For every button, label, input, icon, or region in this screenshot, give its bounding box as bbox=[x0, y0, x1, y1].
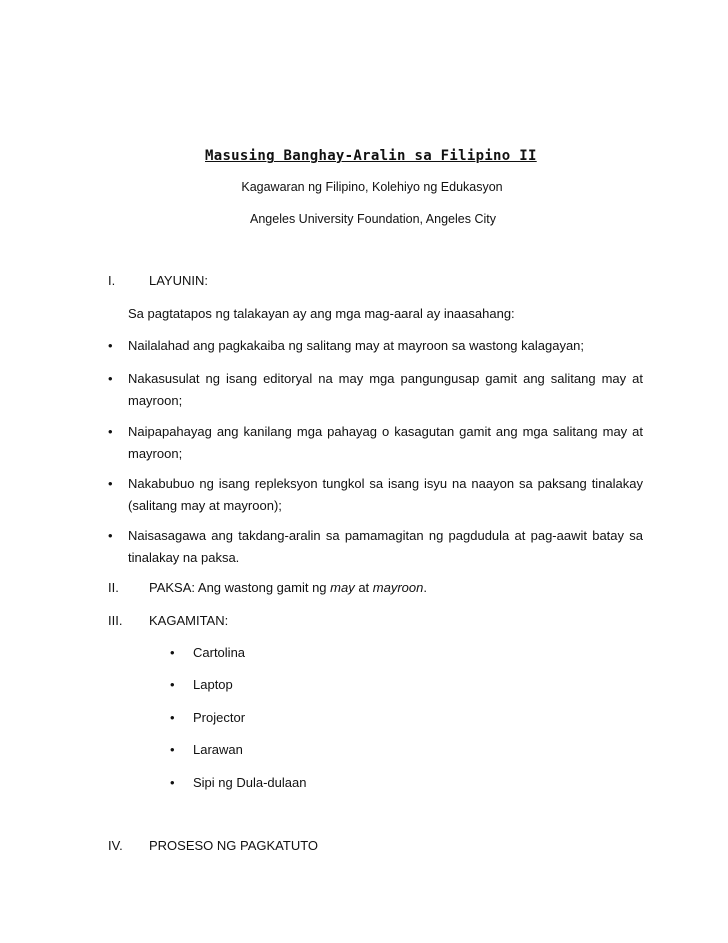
bullet-icon: • bbox=[108, 528, 113, 543]
bullet-icon: • bbox=[170, 645, 175, 660]
section-3-number: III. bbox=[108, 613, 123, 628]
objectives-intro: Sa pagtatapos ng talakayan ay ang mga mag-aaral ay inaasahang: bbox=[128, 306, 515, 321]
section-4-heading: PROSESO NG PAGKATUTO bbox=[149, 838, 319, 853]
bullet-icon: • bbox=[170, 710, 175, 725]
bullet-icon: • bbox=[108, 338, 113, 353]
topic-word-mayroon: mayroon bbox=[372, 580, 424, 595]
objective-3: Naipapahayag ang kanilang mga pahayag o kasagutan gamit ang mga salitang may at mayroon; bbox=[128, 424, 643, 461]
section-2-topic bbox=[149, 580, 427, 595]
objective-2: Nakasusulat ng isang editoryal na may mga pangungusap gamit ang salitang may at mayroon; bbox=[128, 371, 643, 408]
bullet-icon: • bbox=[108, 476, 113, 491]
objective-1: Nailalahad ang pagkakaiba ng salitang may at mayroon sa wastong kalagayan; bbox=[128, 338, 585, 353]
section-3-heading: KAGAMITAN: bbox=[149, 613, 229, 628]
bullet-icon: • bbox=[108, 371, 113, 386]
material-item: Larawan bbox=[193, 742, 243, 757]
document-title: Masusing Banghay-Aralin sa Filipino II bbox=[205, 148, 537, 164]
material-item: Cartolina bbox=[193, 645, 246, 660]
bullet-icon: • bbox=[170, 775, 175, 790]
bullet-icon: • bbox=[108, 424, 113, 439]
objective-4: Nakabubuo ng isang repleksyon tungkol sa isang isyu na naayon sa paksang tinalakay (salitang may at mayroon); bbox=[128, 476, 643, 513]
university-line: Angeles University Foundation, Angeles City bbox=[250, 212, 496, 226]
topic-suffix: . bbox=[423, 580, 427, 595]
department-line: Kagawaran ng Filipino, Kolehiyo ng Edukasyon bbox=[241, 180, 503, 194]
topic-joiner: at bbox=[354, 580, 373, 595]
section-4-number: IV. bbox=[108, 838, 123, 853]
objective-5: Naisasagawa ang takdang-aralin sa pamamagitan ng pagdudula at pag-aawit batay sa tinalakay na paksa. bbox=[128, 528, 643, 565]
bullet-icon: • bbox=[170, 677, 175, 692]
section-1-heading: LAYUNIN: bbox=[149, 273, 208, 288]
topic-prefix: PAKSA: Ang wastong gamit ng bbox=[149, 580, 331, 595]
material-item: Sipi ng Dula-dulaan bbox=[193, 775, 307, 790]
material-item: Laptop bbox=[193, 677, 233, 692]
section-2-number: II. bbox=[108, 580, 119, 595]
material-item: Projector bbox=[193, 710, 246, 725]
section-1-number: I. bbox=[108, 273, 116, 288]
bullet-icon: • bbox=[170, 742, 175, 757]
topic-word-may: may bbox=[330, 580, 355, 595]
